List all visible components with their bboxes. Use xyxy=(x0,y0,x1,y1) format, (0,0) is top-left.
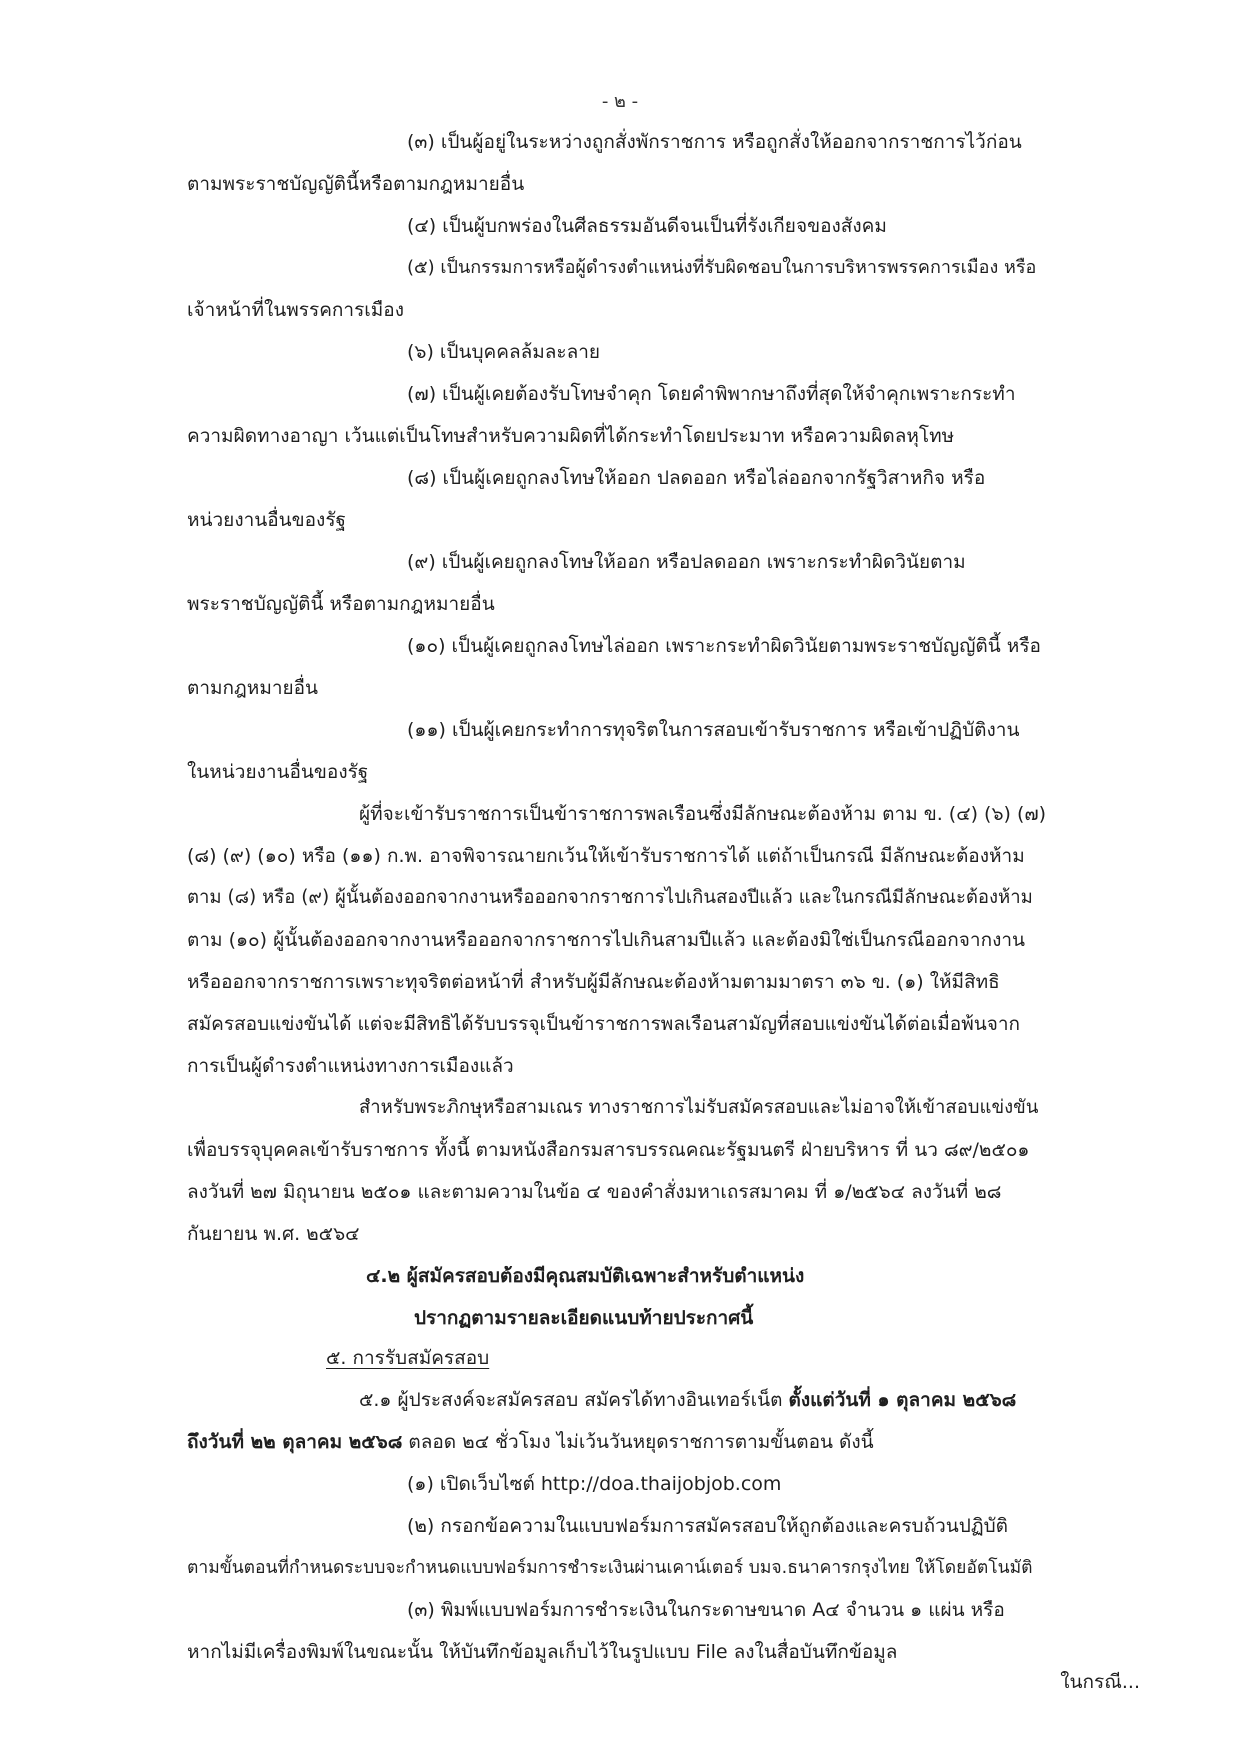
section-5-1-line-2 xyxy=(187,1428,874,1456)
section-5-1-intro: ๕.๑ ผู้ประสงค์จะสมัครสอบ สมัครได้ทางอินเทอร์เน็ต xyxy=(359,1389,789,1411)
application-end-date: ถึงวันที่ ๒๒ ตุลาคม ๒๕๖๘ xyxy=(187,1431,403,1453)
item-11-line-2: ในหน่วยงานอื่นของรัฐ xyxy=(187,761,369,783)
item-5-line-2: เจ้าหน้าที่ในพรรคการเมือง xyxy=(187,299,404,321)
monks-paragraph-line-2: เพื่อบรรจุบุคคลเข้ารับราชการ ทั้งนี้ ตามหนังสือกรมสารบรรณคณะรัฐมนตรี ฝ่ายบริหาร ที่ นว ๘๙/๒๕๐๑ xyxy=(187,1139,1030,1161)
section-4-2-subheading: ปรากฏตามรายละเอียดแนบท้ายประกาศนี้ xyxy=(414,1307,754,1329)
continuation-marker: ในกรณี... xyxy=(1060,1671,1140,1693)
exemption-paragraph-line-6: สมัครสอบแข่งขันได้ แต่จะมีสิทธิได้รับบรรจุเป็นข้าราชการพลเรือนสามัญที่สอบแข่งขันได้ต่อเมื่อพ้นจาก xyxy=(187,1013,1021,1035)
step-1-open-website: (๑) เปิดเว็บไซต์ http://doa.thaijobjob.com xyxy=(407,1473,782,1495)
exemption-paragraph-line-4: ตาม (๑๐) ผู้นั้นต้องออกจากงานหรือออกจากราชการไปเกินสามปีแล้ว และต้องมิใช่เป็นกรณีออกจากงาน xyxy=(187,929,1026,951)
item-7-line-1: (๗) เป็นผู้เคยต้องรับโทษจำคุก โดยคำพิพากษาถึงที่สุดให้จำคุกเพราะกระทำ xyxy=(407,383,1016,405)
item-4: (๔) เป็นผู้บกพร่องในศีลธรรมอันดีจนเป็นที่รังเกียจของสังคม xyxy=(407,215,887,237)
page-number: - ๒ - xyxy=(601,91,639,112)
step-3-line-2: หากไม่มีเครื่องพิมพ์ในขณะนั้น ให้บันทึกข้อมูลเก็บไว้ในรูปแบบ File ลงในสื่อบันทึกข้อมูล xyxy=(187,1641,898,1663)
item-3-line-1: (๓) เป็นผู้อยู่ในระหว่างถูกสั่งพักราชการ หรือถูกสั่งให้ออกจากราชการไว้ก่อน xyxy=(407,131,1022,153)
application-hours-note: ตลอด ๒๔ ชั่วโมง ไม่เว้นวันหยุดราชการตามขั้นตอน ดังนี้ xyxy=(402,1431,874,1453)
step-3-line-1: (๓) พิมพ์แบบฟอร์มการชำระเงินในกระดาษขนาด A๔ จำนวน ๑ แผ่น หรือ xyxy=(407,1599,1005,1621)
step-2-line-1: (๒) กรอกข้อความในแบบฟอร์มการสมัครสอบให้ถูกต้องและครบถ้วนปฏิบัติ xyxy=(407,1515,1008,1537)
monks-paragraph-line-4: กันยายน พ.ศ. ๒๕๖๔ xyxy=(187,1223,360,1245)
item-6: (๖) เป็นบุคคลล้มละลาย xyxy=(407,341,601,363)
monks-paragraph-line-1: สำหรับพระภิกษุหรือสามเณร ทางราชการไม่รับสมัครสอบและไม่อาจให้เข้าสอบแข่งขัน xyxy=(359,1097,1039,1118)
exemption-paragraph-line-7: การเป็นผู้ดำรงตำแหน่งทางการเมืองแล้ว xyxy=(187,1055,514,1077)
monks-paragraph-line-3: ลงวันที่ ๒๗ มิถุนายน ๒๕๐๑ และตามความในข้อ ๔ ของคำสั่งมหาเถรสมาคม ที่ ๑/๒๕๖๔ ลงวันที่ ๒๘ xyxy=(187,1181,1002,1203)
item-5-line-1: (๕) เป็นกรรมการหรือผู้ดำรงตำแหน่งที่รับผิดชอบในการบริหารพรรคการเมือง หรือ xyxy=(407,257,1037,278)
section-4-2-heading: ๔.๒ ผู้สมัครสอบต้องมีคุณสมบัติเฉพาะสำหรับตำแหน่ง xyxy=(366,1265,805,1287)
item-9-line-1: (๙) เป็นผู้เคยถูกลงโทษให้ออก หรือปลดออก เพราะกระทำผิดวินัยตาม xyxy=(407,551,966,573)
exemption-paragraph-line-3: ตาม (๘) หรือ (๙) ผู้นั้นต้องออกจากงานหรือออกจากราชการไปเกินสองปีแล้ว และในกรณีมีลักษณะต้องห้าม xyxy=(187,887,1033,908)
item-3-line-2: ตามพระราชบัญญัตินี้หรือตามกฎหมายอื่น xyxy=(187,173,525,195)
item-10-line-2: ตามกฎหมายอื่น xyxy=(187,677,319,699)
section-5-1-line-1 xyxy=(359,1386,1016,1414)
exemption-paragraph-line-1: ผู้ที่จะเข้ารับราชการเป็นข้าราชการพลเรือนซึ่งมีลักษณะต้องห้าม ตาม ข. (๔) (๖) (๗) xyxy=(359,803,1047,825)
item-9-line-2: พระราชบัญญัตินี้ หรือตามกฎหมายอื่น xyxy=(187,593,495,615)
step-2-line-2: ตามขั้นตอนที่กำหนดระบบจะกำหนดแบบฟอร์มการชำระเงินผ่านเคาน์เตอร์ บมจ.ธนาคารกรุงไทย ให้โดยอัตโนมัติ xyxy=(187,1558,1033,1578)
item-11-line-1: (๑๑) เป็นผู้เคยกระทำการทุจริตในการสอบเข้ารับราชการ หรือเข้าปฏิบัติงาน xyxy=(407,719,1020,741)
item-8-line-1: (๘) เป็นผู้เคยถูกลงโทษให้ออก ปลดออก หรือไล่ออกจากรัฐวิสาหกิจ หรือ xyxy=(407,467,986,489)
exemption-paragraph-line-5: หรือออกจากราชการเพราะทุจริตต่อหน้าที่ สำหรับผู้มีลักษณะต้องห้ามตามมาตรา ๓๖ ข. (๑) ให้มีสิทธิ xyxy=(187,971,1000,993)
item-10-line-1: (๑๐) เป็นผู้เคยถูกลงโทษไล่ออก เพราะกระทำผิดวินัยตามพระราชบัญญัตินี้ หรือ xyxy=(407,635,1041,657)
section-5-heading: ๕. การรับสมัครสอบ xyxy=(326,1347,490,1369)
item-8-line-2: หน่วยงานอื่นของรัฐ xyxy=(187,509,347,531)
application-start-date: ตั้งแต่วันที่ ๑ ตุลาคม ๒๕๖๘ xyxy=(788,1389,1017,1411)
item-7-line-2: ความผิดทางอาญา เว้นแต่เป็นโทษสำหรับความผิดที่ได้กระทำโดยประมาท หรือความผิดลหุโทษ xyxy=(187,425,955,447)
exemption-paragraph-line-2: (๘) (๙) (๑๐) หรือ (๑๑) ก.พ. อาจพิจารณายกเว้นให้เข้ารับราชการได้ แต่ถ้าเป็นกรณี มีลักษณะต้องห้าม xyxy=(187,845,1025,867)
